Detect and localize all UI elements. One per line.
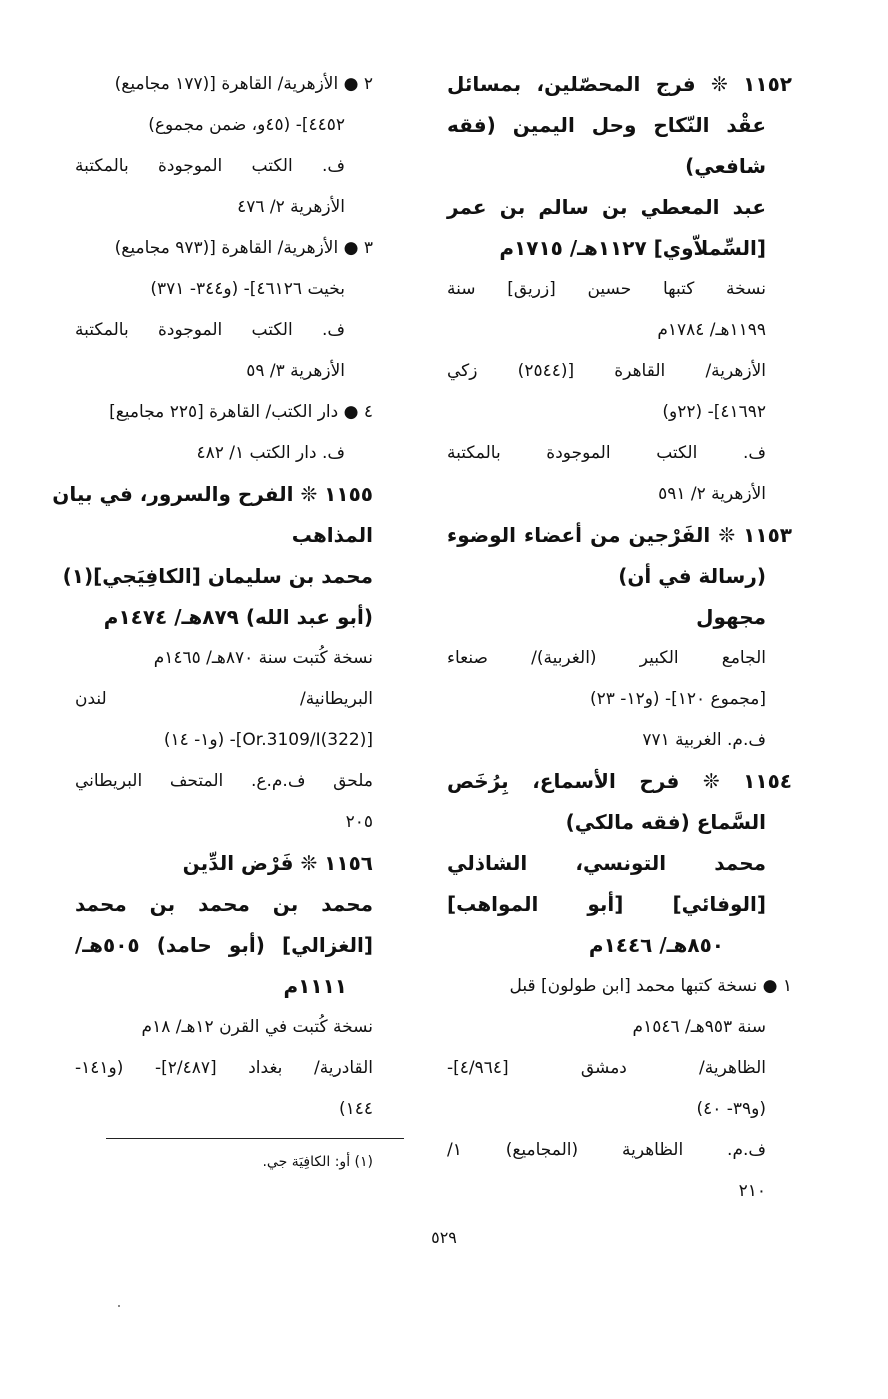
entry-1154-author-date: ٨٥٠هـ/ ١٤٤٦م: [588, 933, 724, 957]
entry-1156-copy-note: نسخة كُتبت في القرن ١٢هـ/ ١٨م: [141, 1017, 373, 1037]
entry-1155-title-line-2: المذاهب: [291, 523, 373, 547]
entry-1152-title-line-2: عقْد النّكاح وحل اليمين (فقه: [447, 113, 766, 137]
entry-1152-catalog-ref: ف. الكتب الموجودة بالمكتبة: [447, 443, 766, 463]
entry-1154-copy-2-catalog-page: الأزهرية ٢/ ٤٧٦: [237, 197, 345, 217]
entry-1154-copy-2-shelfmark: ٤٤٥٢]- (٤٥و، ضمن مجموع): [148, 115, 345, 135]
entry-1153-title-line-2: (رسالة في أن): [618, 564, 766, 588]
entry-1152-title-line-3: شافعي): [685, 154, 766, 178]
entry-1152-author-line-2: [السِّملاّوي] ١١٢٧هـ/ ١٧١٥م: [499, 236, 766, 260]
right-column: [447, 64, 792, 1212]
footnote-divider: [106, 1138, 404, 1139]
scan-speck: [118, 1305, 120, 1307]
entry-1156-author-line-2: [الغزالي] (أبو حامد) ٥٠٥هـ/: [75, 933, 373, 957]
entry-1156-title: ١١٥٦ ❊ فَرْض الدِّين: [182, 851, 373, 875]
entry-1154-copy-1-note: ١ ● نسخة كتبها محمد [ابن طولون] قبل: [509, 976, 792, 996]
entry-1155-catalog-page: ٢٠٥: [345, 812, 373, 832]
entry-1154-copy-3-shelfmark: بخيت ٤٦١٢٦]- (و٣٤٤- ٣٧١): [150, 279, 345, 299]
entry-1154-copy-2-library: ٢ ● الأزهرية/ القاهرة [(١٧٧ مجاميع): [114, 74, 373, 94]
entry-1152-copy-date: ١١٩٩هـ/ ١٧٨٤م: [657, 320, 766, 340]
entry-1153-library: الجامع الكبير (الغربية)/ صنعاء: [447, 648, 766, 668]
entry-1154-copy-1-library: الظاهرية/ دمشق [٤/٩٦٤]-: [447, 1058, 766, 1078]
entry-1154-copy-3-catalog-ref: ف. الكتب الموجودة بالمكتبة: [75, 320, 345, 340]
entry-1152-author-line-1: عبد المعطي بن سالم بن عمر: [447, 195, 766, 219]
entry-1152-shelfmark: ٤١٦٩٢]- (٢٢و): [662, 402, 766, 422]
entry-1154-copy-2-catalog-ref: ف. الكتب الموجودة بالمكتبة: [75, 156, 345, 176]
entry-1154-copy-4-catalog-ref: ف. دار الكتب ١/ ٤٨٢: [196, 443, 345, 463]
entry-1156-author-line-1: محمد بن محمد بن محمد: [75, 892, 373, 916]
entry-1153-catalog-ref: ف.م. الغربية ٧٧١: [642, 730, 766, 750]
entry-1155-shelfmark: [(322)Or.3109/I]- (و١- ١٤): [163, 730, 373, 750]
entry-1156-folios: ١٤٤): [338, 1099, 373, 1119]
entry-1155-author-line-1: محمد بن سليمان [الكافِيَجي](١): [62, 564, 373, 588]
entry-1154-copy-1-catalog-ref: ف.م. الظاهرية (المجاميع) ١/: [447, 1140, 766, 1160]
entry-1152-title-line-1: ١١٥٢ ❊ فرج المحصّلين، بمسائل: [447, 72, 792, 96]
entry-1154-copy-3-catalog-page: الأزهرية ٣/ ٥٩: [246, 361, 345, 381]
entry-1156-author-date: ١١١١م: [283, 974, 347, 998]
entry-1152-catalog-page: الأزهرية ٢/ ٥٩١: [658, 484, 766, 504]
entry-1152-copy-note: نسخة كتبها حسين [زريق] سنة: [447, 279, 766, 299]
entry-1154-copy-1-catalog-page: ٢١٠: [738, 1181, 766, 1201]
entry-1155-copy-note: نسخة كُتبت سنة ٨٧٠هـ/ ١٤٦٥م: [153, 648, 373, 668]
entry-1153-shelfmark: [مجموع ١٢٠]- (و١٢- ٢٣): [589, 689, 766, 709]
entry-1154-copy-1-folios: (و٣٩- ٤٠): [696, 1099, 766, 1119]
entry-1155-catalog-ref: ملحق ف.م.ع. المتحف البريطاني: [75, 771, 373, 791]
entry-1154-copy-3-library: ٣ ● الأزهرية/ القاهرة [(٩٧٣ مجاميع): [114, 238, 373, 258]
entry-1155-library: البريطانية/ لندن: [75, 689, 373, 709]
left-column: [52, 64, 374, 1130]
entry-1154-copy-4-library: ٤ ● دار الكتب/ القاهرة [٢٢٥ مجاميع]: [109, 402, 373, 422]
entry-1154-author-line-2: [الوفائي] [أبو المواهب]: [447, 892, 766, 916]
footnote: (١) أو: الكافِيَة جي.: [262, 1154, 373, 1170]
entry-1154-author-line-1: محمد التونسي، الشاذلي: [447, 851, 766, 875]
entry-1154-title-line-1: ١١٥٤ ❊ فرح الأسماع، بِرُخَص: [447, 769, 792, 793]
entry-1155-author-line-2: (أبو عبد الله) ٨٧٩هـ/ ١٤٧٤م: [103, 605, 373, 629]
entry-1155-title-line-1: ١١٥٥ ❊ الفرح والسرور، في بيان: [52, 482, 373, 506]
entry-1152-library: الأزهرية/ القاهرة [(٢٥٤٤) زكي: [447, 361, 766, 381]
entry-1154-title-line-2: السَّماع (فقه مالكي): [565, 810, 766, 834]
page-number: ٥٢٩: [431, 1228, 457, 1247]
entry-1156-library: القادرية/ بغداد [٢/٤٨٧]- (و١٤١-: [75, 1058, 374, 1078]
entry-1154-copy-1-date: سنة ٩٥٣هـ/ ١٥٤٦م: [632, 1017, 766, 1037]
entry-1153-title-line-1: ١١٥٣ ❊ الفَرْجين من أعضاء الوضوء: [447, 523, 792, 547]
entry-1153-author: مجهول: [696, 605, 766, 629]
